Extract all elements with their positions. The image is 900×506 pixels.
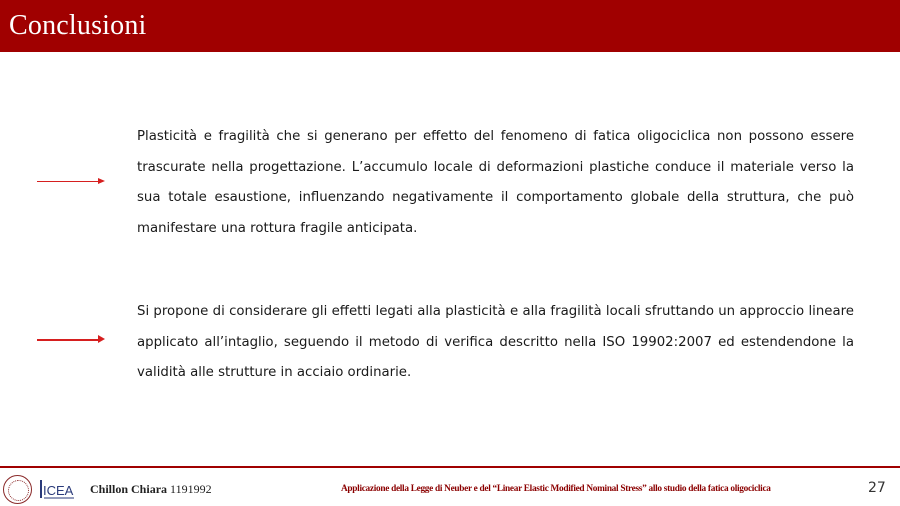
presentation-title: Applicazione della Legge di Neuber e del “Linear Elastic Modified Nominal Stress” allo studio della fatica oligociclica <box>341 484 771 494</box>
author-id: 1191992 <box>170 482 212 496</box>
author <box>90 482 212 497</box>
slide-header <box>0 0 900 52</box>
university-seal-icon <box>3 475 32 504</box>
page-number: 27 <box>868 480 886 496</box>
conclusion-paragraph-1: Plasticità e fragilità che si generano per effetto del fenomeno di fatica oligociclica non possono essere trascurate nella progettazione. L’accumulo locale di deformazioni plastiche conduce il materiale verso la sua totale esaustione, influenzando negativamente il comportamento globale della struttura, che può manifestare una rottura fragile anticipata. <box>137 129 854 236</box>
author-name: Chillon Chiara <box>90 482 168 496</box>
icea-logo-text: ICEA <box>43 483 74 498</box>
conclusion-paragraph-2: Si propone di considerare gli effetti legati alla plasticità e alla fragilità locali sfruttando un approccio lineare applicato all’intaglio, seguendo il metodo di verifica descritto nella ISO 19902:2007 ed estendendone la validità alle strutture in acciaio ordinarie. <box>137 304 854 380</box>
slide-title: Conclusioni <box>9 10 147 41</box>
footer-divider <box>0 466 900 468</box>
icea-logo-icon <box>38 477 76 501</box>
